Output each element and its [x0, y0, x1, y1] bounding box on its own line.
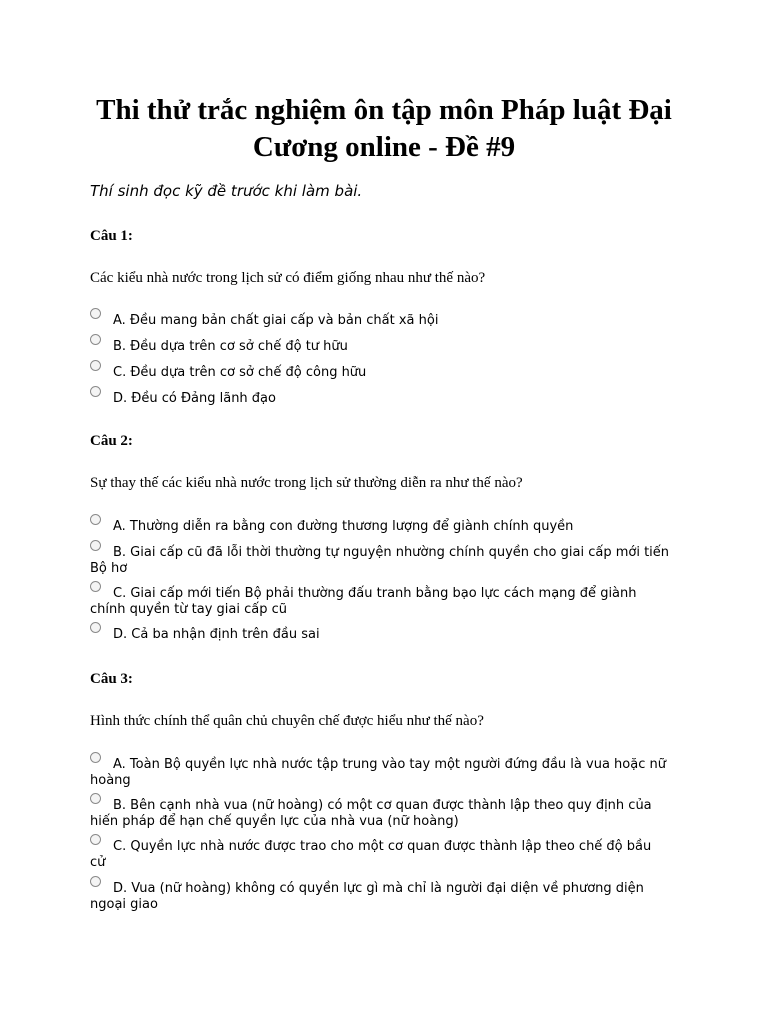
q2-option-a[interactable]: [90, 519, 670, 535]
option-label: B. Bên cạnh nhà vua (nữ hoàng) có một cơ quan được thành lập theo quy định của hiến pháp để hạn chế quyền lực của nhà vua (nữ hoàng): [90, 798, 652, 829]
radio-button-icon[interactable]: [90, 386, 101, 397]
q1-option-d[interactable]: [90, 391, 670, 407]
option-label: D. Vua (nữ hoàng) không có quyền lực gì mà chỉ là người đại diện về phương diện ngoại giao: [90, 881, 644, 912]
option-label: C. Quyền lực nhà nước được trao cho một cơ quan được thành lập theo chế độ bầu cử: [90, 839, 652, 870]
q3-option-c[interactable]: [90, 839, 670, 871]
page-title: Thi thử trắc nghiệm ôn tập môn Pháp luật Đại Cương online - Đề #9: [96, 94, 672, 163]
q3-option-a[interactable]: [90, 757, 670, 789]
radio-button-icon[interactable]: [90, 581, 101, 592]
q3-option-d[interactable]: [90, 881, 670, 913]
question-2-text: Sự thay thế các kiểu nhà nước trong lịch sử thường diễn ra như thế nào?: [90, 475, 523, 491]
option-label: A. Đều mang bản chất giai cấp và bản chất xã hội: [113, 313, 439, 328]
radio-button-icon[interactable]: [90, 622, 101, 633]
q2-option-b[interactable]: [90, 545, 670, 577]
radio-button-icon[interactable]: [90, 334, 101, 345]
radio-button-icon[interactable]: [90, 876, 101, 887]
q1-option-b[interactable]: [90, 339, 670, 355]
option-label: C. Đều dựa trên cơ sở chế độ công hữu: [113, 365, 367, 380]
q3-option-b[interactable]: [90, 798, 670, 830]
option-label: B. Đều dựa trên cơ sở chế độ tư hữu: [113, 339, 348, 354]
q2-option-c[interactable]: [90, 586, 670, 618]
option-label: D. Cả ba nhận định trên đầu sai: [113, 627, 320, 642]
option-label: B. Giai cấp cũ đã lỗi thời thường tự nguyện nhường chính quyền cho giai cấp mới tiến Bộ hơ: [90, 545, 670, 576]
q2-option-d[interactable]: [90, 627, 670, 643]
radio-button-icon[interactable]: [90, 360, 101, 371]
question-3-text: Hình thức chính thể quân chủ chuyên chế được hiểu như thế nào?: [90, 713, 484, 729]
instruction-text: Thí sinh đọc kỹ đề trước khi làm bài.: [90, 182, 363, 200]
q1-option-c[interactable]: [90, 365, 670, 381]
radio-button-icon[interactable]: [90, 308, 101, 319]
option-label: D. Đều có Đảng lãnh đạo: [113, 391, 276, 406]
radio-button-icon[interactable]: [90, 834, 101, 845]
radio-button-icon[interactable]: [90, 793, 101, 804]
radio-button-icon[interactable]: [90, 540, 101, 551]
option-label: A. Thường diễn ra bằng con đường thương lượng để giành chính quyền: [113, 519, 574, 534]
question-1-label: Câu 1:: [90, 228, 133, 244]
radio-button-icon[interactable]: [90, 752, 101, 763]
option-label: C. Giai cấp mới tiến Bộ phải thường đấu tranh bằng bạo lực cách mạng để giành chính quyền từ tay giai cấp cũ: [90, 586, 637, 617]
radio-button-icon[interactable]: [90, 514, 101, 525]
q1-option-a[interactable]: [90, 313, 670, 329]
question-2-label: Câu 2:: [90, 433, 133, 449]
question-3-label: Câu 3:: [90, 671, 133, 687]
option-label: A. Toàn Bộ quyền lực nhà nước tập trung vào tay một người đứng đầu là vua hoặc nữ hoàng: [90, 757, 666, 788]
question-1-text: Các kiểu nhà nước trong lịch sử có điểm giống nhau như thế nào?: [90, 270, 486, 286]
